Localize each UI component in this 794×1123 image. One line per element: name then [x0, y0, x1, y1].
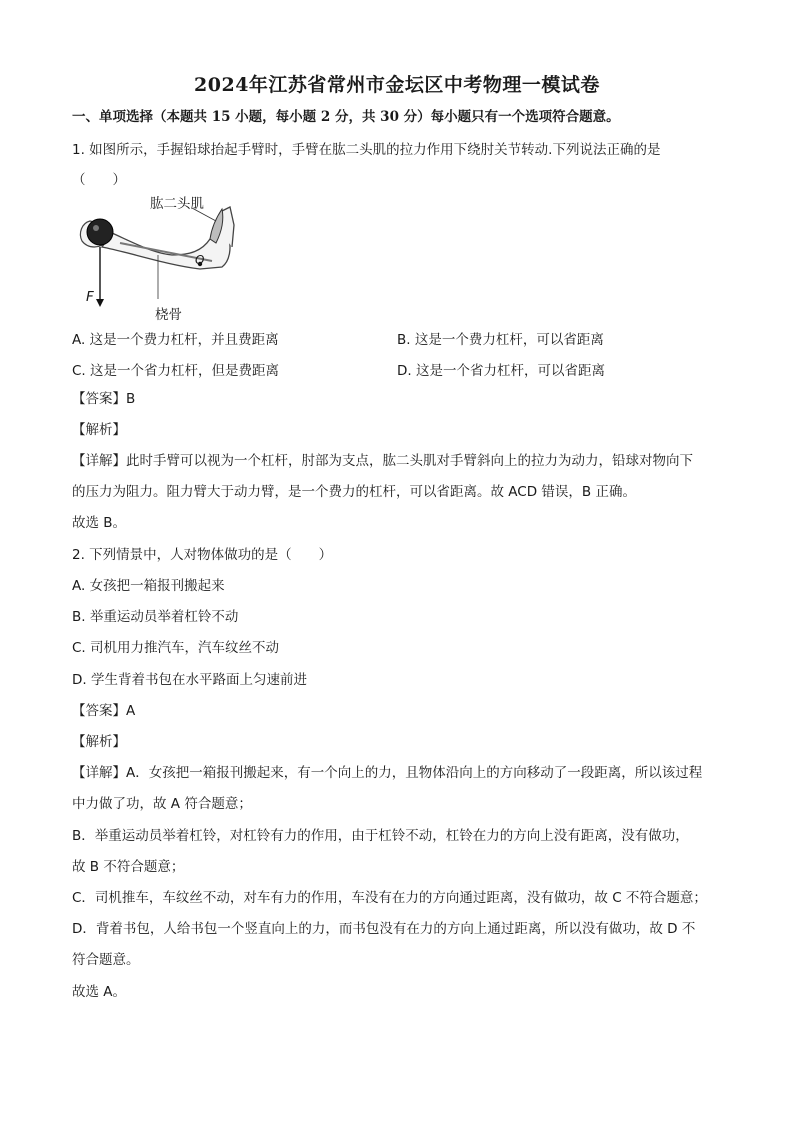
q1-option-b: B. 这是一个费力杠杆，可以省距离 — [397, 332, 604, 348]
label-biceps: 肱二头肌 — [150, 196, 204, 212]
label-pivot: O — [195, 253, 205, 267]
q2-answer: 【答案】A — [72, 703, 136, 719]
q2-detail-line-1: 【详解】A．女孩把一箱报刊搬起来，有一个向上的力，且物体沿向上的方向移动了一段距离，所以该过程 — [72, 765, 703, 781]
q1-option-d: D. 这是一个省力杠杆，可以省距离 — [397, 363, 605, 379]
q1-analysis-label: 【解析】 — [72, 422, 126, 438]
q2-option-a: A. 女孩把一箱报刊搬起来 — [72, 578, 225, 594]
q2-option-b: B. 举重运动员举着杠铃不动 — [72, 609, 239, 625]
q2-option-d: D. 学生背着书包在水平路面上匀速前进 — [72, 672, 307, 688]
q2-option-c: C. 司机用力推汽车，汽车纹丝不动 — [72, 640, 280, 656]
label-radius: 桡骨 — [155, 307, 182, 323]
q1-detail-line-2: 的压力为阻力。阻力臂大于动力臂，是一个费力的杠杆，可以省距离。故 ACD 错误，B 正确。 — [72, 484, 636, 500]
q2-detail-line-2: 中力做了功，故 A 符合题意； — [72, 796, 252, 812]
question-2-stem: 2. 下列情景中，人对物体做功的是（ ） — [72, 547, 333, 563]
q2-detail-line-5: C．司机推车，车纹丝不动，对车有力的作用，车没有在力的方向通过距离，没有做功，故 C 不符合题意； — [72, 890, 707, 906]
page-title: 2024年江苏省常州市金坛区中考物理一模试卷 — [194, 74, 600, 96]
q2-analysis-label: 【解析】 — [72, 734, 126, 750]
force-arrowhead — [96, 299, 104, 307]
q1-option-a: A. 这是一个费力杠杆，并且费距离 — [72, 332, 279, 348]
q2-detail-line-6: D．背着书包，人给书包一个竖直向上的力，而书包没有在力的方向上通过距离，所以没有做功，故 D 不 — [72, 921, 696, 937]
q1-answer: 【答案】B — [72, 391, 136, 407]
q2-conclusion: 故选 A。 — [72, 984, 127, 1000]
q2-detail-line-4: 故 B 不符合题意； — [72, 859, 185, 875]
q2-detail-line-7: 符合题意。 — [72, 952, 140, 968]
q1-conclusion: 故选 B。 — [72, 515, 127, 531]
q2-detail-line-3: B．举重运动员举着杠铃，对杠铃有力的作用，由于杠铃不动，杠铃在力的方向上没有距离，没有做功， — [72, 828, 689, 844]
label-force: F — [86, 289, 94, 305]
section-heading: 一、单项选择（本题共 15 小题，每小题 2 分，共 30 分）每小题只有一个选项符合题意。 — [72, 109, 620, 125]
question-1-stem: 1. 如图所示，手握铅球抬起手臂时，手臂在肱二头肌的拉力作用下绕肘关节转动.下列说法正确的是 — [72, 142, 661, 158]
arm-lever-figure — [72, 195, 242, 323]
q1-detail-line-1: 【详解】此时手臂可以视为一个杠杆，肘部为支点，肱二头肌对手臂斜向上的拉力为动力，铅球对物向下 — [72, 453, 693, 469]
question-1-bracket: （ ） — [72, 172, 126, 188]
q1-option-c: C. 这是一个省力杠杆，但是费距离 — [72, 363, 280, 379]
shot-put-ball — [87, 219, 113, 245]
